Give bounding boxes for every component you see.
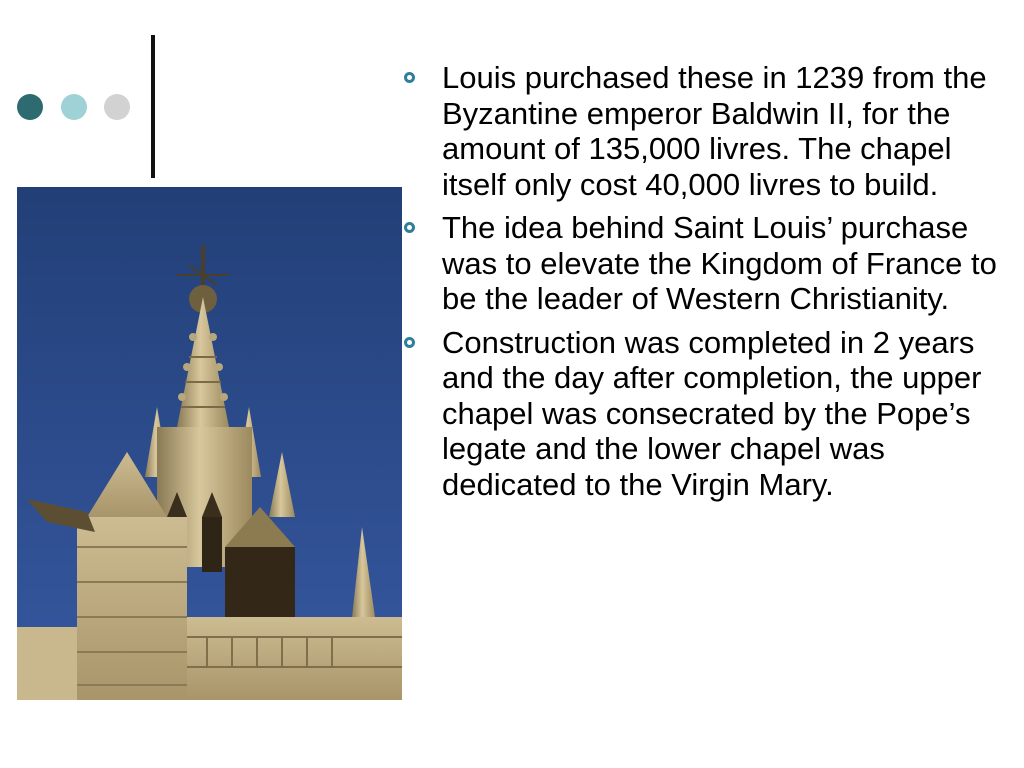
bullet-item [404, 325, 1004, 503]
decor-dot-light-gray [104, 94, 130, 120]
bullet-text: Louis purchased these in 1239 from the Byzantine emperor Baldwin II, for the amount of 135,000 livres. The chapel itself only cost 40,000 livres to build. [442, 60, 987, 202]
bullet-item [404, 60, 1004, 202]
bullet-text: The idea behind Saint Louis’ purchase was to elevate the Kingdom of France to be the leader of Western Christianity. [442, 210, 997, 316]
bullet-item [404, 210, 1004, 317]
decor-vertical-rule [151, 35, 155, 178]
decor-dot-light-teal [61, 94, 87, 120]
bullet-ring-icon [404, 337, 415, 348]
bullet-ring-icon [404, 72, 415, 83]
bullet-ring-icon [404, 222, 415, 233]
bullet-text: Construction was completed in 2 years and the day after completion, the upper chapel was consecrated by the Pope’s legate and the lower chapel was dedicated to the Virgin Mary. [442, 324, 982, 502]
bullet-list [404, 60, 1004, 510]
decor-dot-dark-teal [17, 94, 43, 120]
spire-photo [17, 187, 402, 700]
